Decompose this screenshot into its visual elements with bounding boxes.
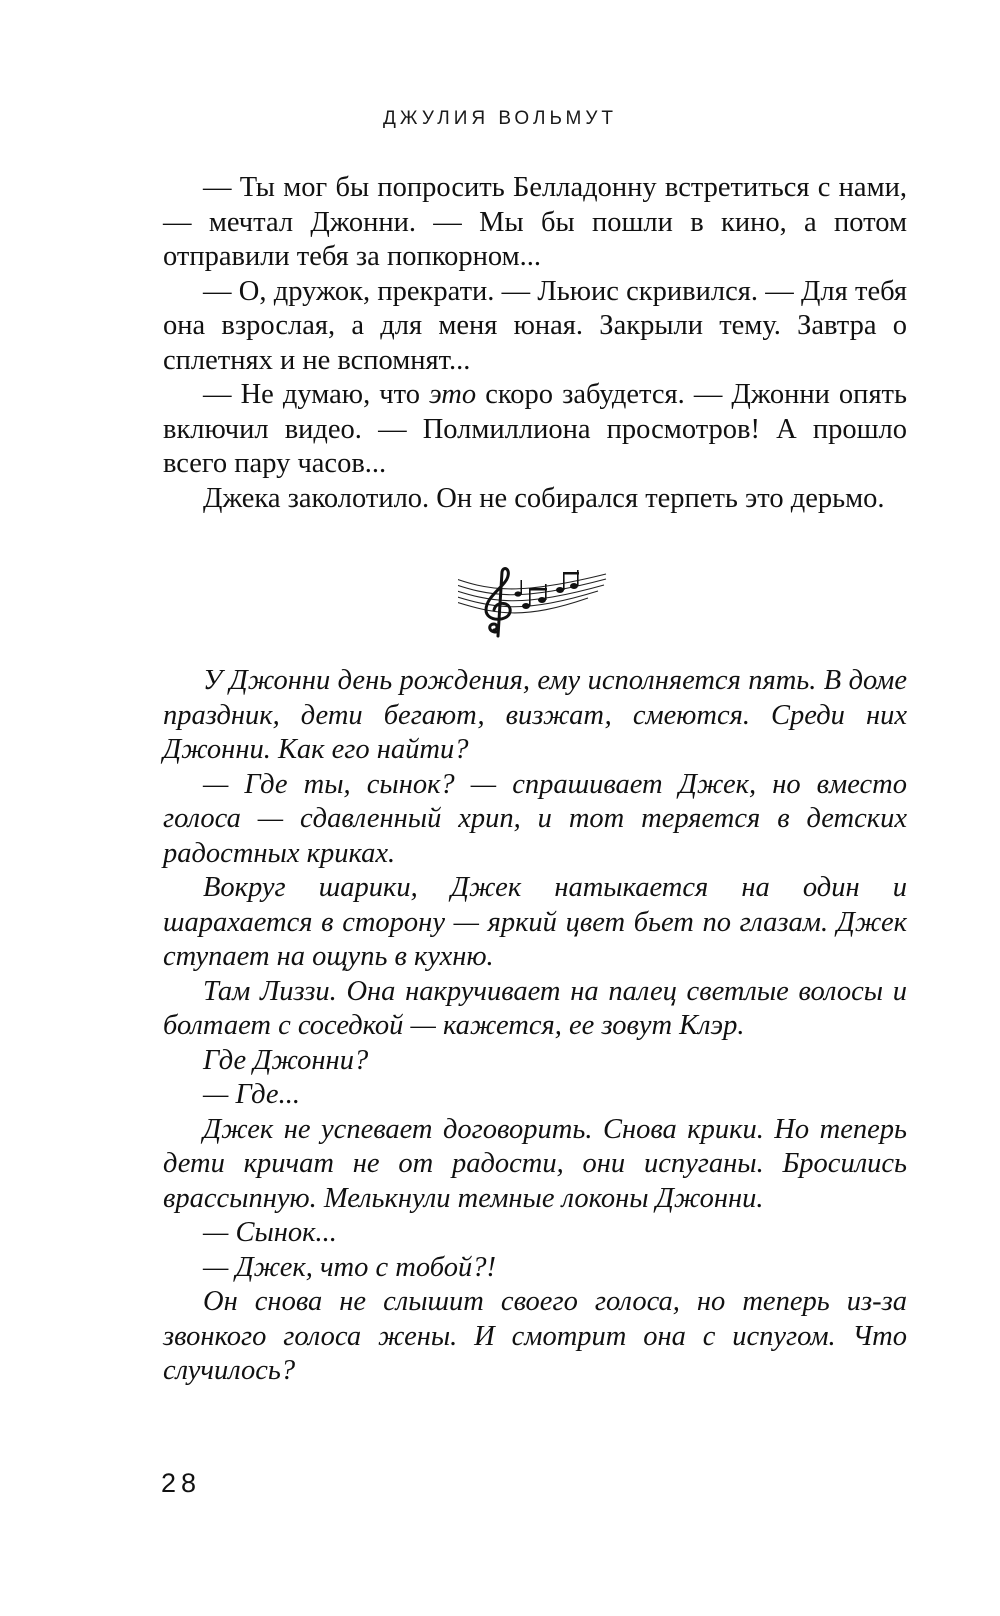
paragraph: Где Джонни? [203, 1044, 369, 1076]
paragraph: — Где... [203, 1079, 300, 1110]
paragraph: — О, дружок, прекрати. — Льюис скривился. — Для тебя она взрослая, а для меня юная. Закрыли тему. Завтра о сплетнях и не вспомнят... [163, 275, 907, 376]
paragraph: Джек не успевает договорить. Снова крики. Но теперь дети кричат не от радости, они испуганы. Бросились врассыпную. Мелькнули темные локоны Джонни. [163, 1113, 907, 1214]
paragraph: — Сынок... [203, 1217, 337, 1248]
page-number: 28 [161, 1468, 202, 1498]
paragraph-text: скоро забудется. — Джонни опять включил видео. — Полмиллиона просмотров! А прошло всего пару часов... [163, 379, 907, 479]
paragraph-text: — Не думаю, что [203, 379, 430, 410]
paragraph: Вокруг шарики, Джек натыкается на один и шарахается в сторону — яркий цвет бьет по глазам. Джек ступает на ощупь в кухню. [163, 872, 907, 972]
running-head: ДЖУЛИЯ ВОЛЬМУТ [382, 108, 618, 129]
paragraph: Джека заколотило. Он не собирался терпеть это дерьмо. [203, 482, 885, 514]
paragraph [163, 378, 907, 482]
paragraph: — Джек, что с тобой?! [203, 1251, 496, 1283]
paragraph: — Ты мог бы попросить Белладонну встретиться с нами, — мечтал Джонни. — Мы бы пошли в кино, а потом отправили тебя за попкорном... [163, 172, 907, 272]
paragraph: У Джонни день рождения, ему исполняется пять. В доме праздник, дети бегают, визжат, смеются. Среди них Джонни. Как его найти? [163, 665, 907, 765]
main-text [163, 171, 907, 516]
paragraph: Он снова не слышит своего голоса, но теперь из-за звонкого голоса жены. И смотрит она с испугом. Что случилось? [163, 1286, 907, 1386]
paragraph: — Где ты, сынок? — спрашивает Джек, но вместо голоса — сдавленный хрип, и тот теряется в детских радостных криках. [163, 768, 907, 869]
italic-dream-text [163, 664, 907, 1389]
paragraph: Там Лиззи. Она накручивает на палец светлые волосы и болтает с соседкой — кажется, ее зовут Клэр. [163, 975, 907, 1041]
treble-clef-music-notes-icon [458, 566, 608, 642]
emphasis: это [429, 379, 477, 410]
